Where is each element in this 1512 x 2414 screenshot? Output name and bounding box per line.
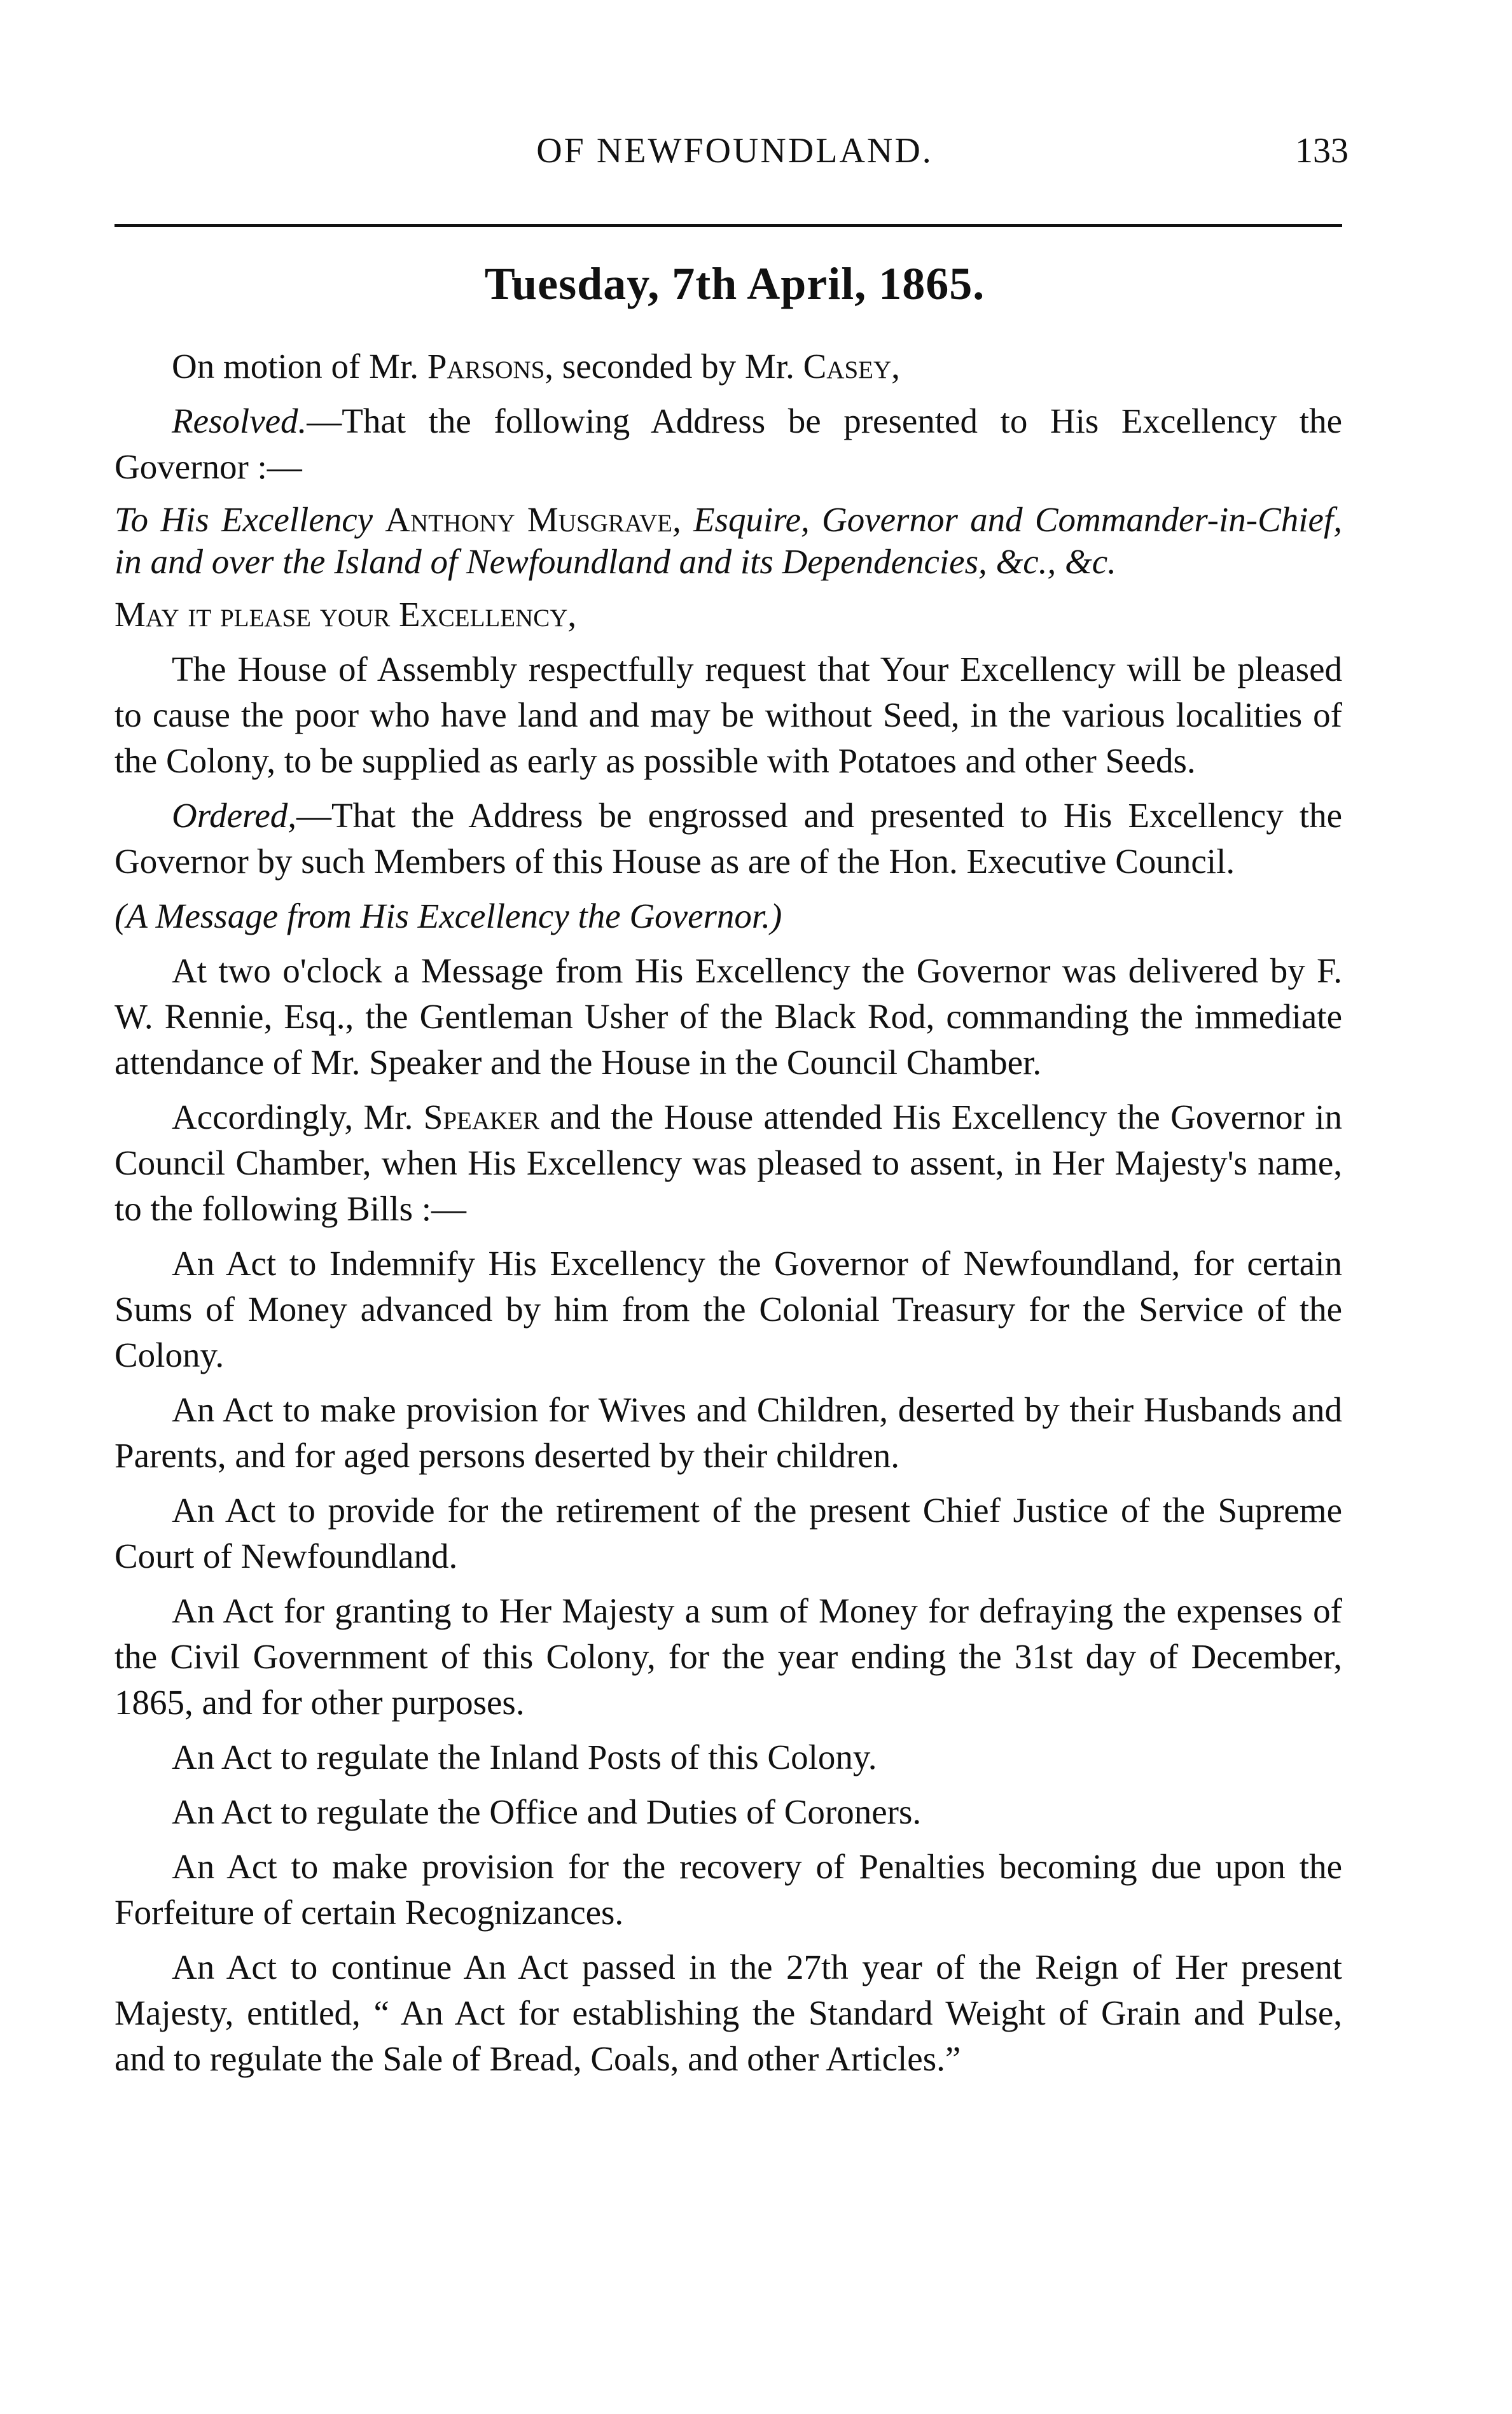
body-text (114, 344, 1342, 2091)
seconder-name: Casey (803, 347, 892, 386)
running-head (121, 130, 1349, 175)
message-heading: (A Message from His Excellency the Governor.) (114, 897, 782, 935)
motion-prefix: On motion of Mr. (172, 347, 427, 386)
bill-item: An Act to regulate the Office and Duties of Coroners. (172, 1792, 922, 1831)
speaker-word: Speaker (423, 1098, 539, 1136)
address-prefix: To His Excellency (114, 500, 385, 539)
accordingly-paragraph (114, 1094, 1342, 1232)
address-name: Anthony Musgrave (385, 500, 672, 539)
seconded-text: , seconded by Mr. (544, 347, 803, 386)
bill-item: An Act to provide for the retirement of the present Chief Justice of the Supreme Court of Newfoundland. (114, 1491, 1342, 1575)
ordered-text: —That the Address be engrossed and presented to His Excellency the Governor by such Members of this House as are of the Hon. Executive Council. (114, 796, 1342, 881)
address-body: The House of Assembly respectfully request that Your Excellency will be pleased to cause the poor who have land and may be without Seed, in the various localities of the Colony, to be supplied as early as possible with Potatoes and other Seeds. (114, 650, 1342, 780)
bill-item: An Act for granting to Her Majesty a sum of Money for defraying the expenses of the Civil Government of this Colony, for the year ending the 31st day of December, 1865, and for other purposes. (114, 1591, 1342, 1722)
running-title: OF NEWFOUNDLAND. (536, 131, 933, 171)
salutation: May it please your Excellency, (114, 595, 577, 634)
resolved-word: Resolved. (172, 401, 307, 440)
mover-name: Parsons (427, 347, 545, 386)
accordingly-text: and the House attended His Excellency the Governor in Council Chamber, when His Excellency was pleased to assent, in Her Majesty's name, to the following Bills :— (114, 1098, 1342, 1228)
accordingly-prefix: Accordingly, Mr. (172, 1098, 424, 1136)
address-to (114, 499, 1342, 583)
page-number: 133 (1295, 131, 1349, 171)
ordered-word: Ordered, (172, 796, 297, 835)
ordered-paragraph (114, 793, 1342, 884)
message-paragraph: At two o'clock a Message from His Excellency the Governor was delivered by F. W. Rennie, Esq., the Gentleman Usher of the Black Rod, commanding the immediate attendance of Mr. Speaker and the House in the Council Chamber. (114, 951, 1342, 1082)
bill-item: An Act to make provision for Wives and Children, deserted by their Husbands and Parents, and for aged persons deserted by their children. (114, 1390, 1342, 1475)
bill-item: An Act to continue An Act passed in the 27th year of the Reign of Her present Majesty, entitled, “ An Act for establishing the Standard Weight of Grain and Pulse, and to regulate the Sale of Bread, Coals, and other Articles.” (114, 1948, 1342, 2078)
header-rule (114, 224, 1342, 227)
date-heading: Tuesday, 7th April, 1865. (484, 258, 985, 309)
seconded-end: , (891, 347, 900, 386)
bill-item: An Act to regulate the Inland Posts of this Colony. (172, 1738, 877, 1776)
bill-item: An Act to make provision for the recovery of Penalties becoming due upon the Forfeiture of certain Recognizances. (114, 1847, 1342, 1932)
motion-line (114, 344, 1342, 389)
resolved-text: —That the following Address be presented to His Excellency the Governor :— (114, 401, 1342, 486)
resolved-paragraph (114, 398, 1342, 490)
address-suffix: , Esquire, Governor and Commander-in-Chief, in and over the Island of Newfoundland and its Dependencies, &c., &c. (114, 500, 1342, 581)
bill-item: An Act to Indemnify His Excellency the Governor of Newfoundland, for certain Sums of Money advanced by him from the Colonial Treasury for the Service of the Colony. (114, 1244, 1342, 1374)
